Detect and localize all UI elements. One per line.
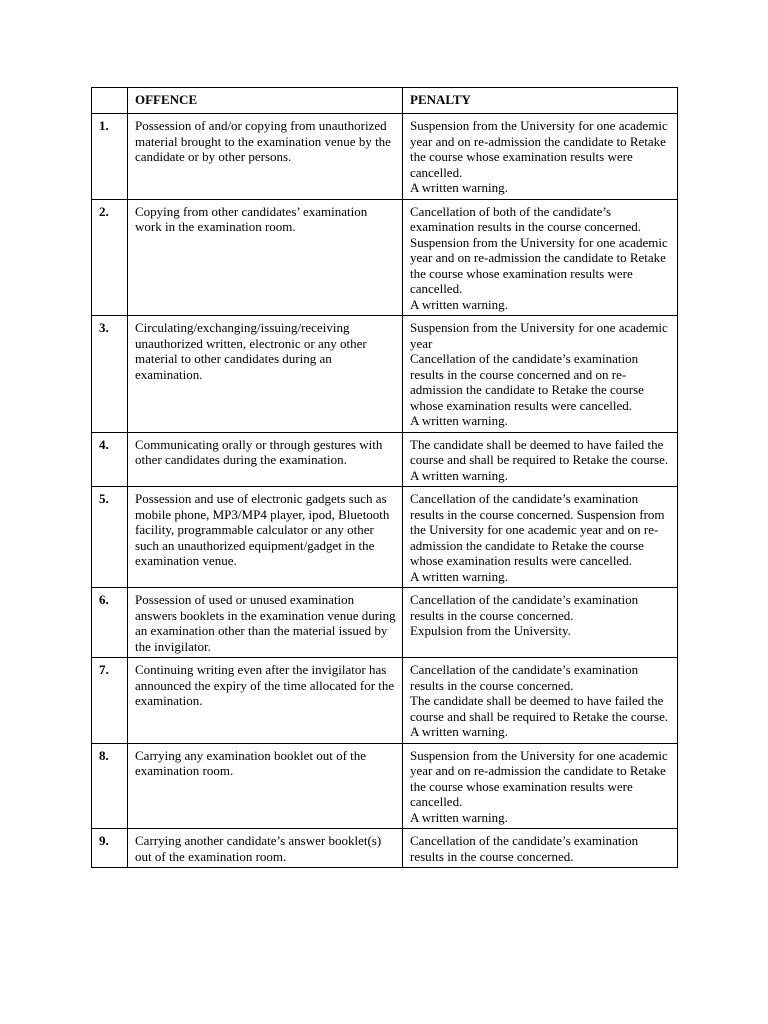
table-row <box>92 658 678 744</box>
offence-cell: Continuing writing even after the invigilator has announced the expiry of the time allocated for the examination. <box>128 658 403 744</box>
row-number: 6. <box>92 588 128 658</box>
penalty-line: A written warning. <box>410 568 508 584</box>
penalty-cell <box>403 658 678 744</box>
penalty-line: Expulsion from the University. <box>410 623 571 638</box>
row-number: 7. <box>92 658 128 744</box>
offence-cell: Possession and use of electronic gadgets such as mobile phone, MP3/MP4 player, ipod, Bluetooth facility, programmable calculator or any other such an unauthorized equipment/gadget in the examination venue. <box>128 487 403 588</box>
penalty-line: A written warning. <box>410 180 508 195</box>
offence-cell: Circulating/exchanging/issuing/receiving unauthorized written, electronic or any other material to other candidates during an examination. <box>128 316 403 433</box>
table-header-row <box>92 88 678 114</box>
penalty-line: Suspension from the University for one academic year and on re-admission the candidate to Retake the course whose examination results were cancelled. <box>410 747 668 809</box>
penalty-cell <box>403 829 678 868</box>
penalty-line: The candidate shall be deemed to have failed the course and shall be required to Retake the course. <box>410 436 669 467</box>
table-row <box>92 199 678 316</box>
table-row <box>92 114 678 200</box>
row-number: 9. <box>92 829 128 868</box>
offence-cell: Carrying any examination booklet out of the examination room. <box>128 743 403 829</box>
table-row <box>92 432 678 487</box>
penalty-line: The candidate shall be deemed to have failed the course and shall be required to Retake the course. <box>410 693 669 724</box>
table-body <box>92 114 678 868</box>
row-number: 4. <box>92 432 128 487</box>
penalty-line: Suspension from the University for one academic year and on re-admission the candidate to Retake the course whose examination results were cancelled. <box>410 118 668 180</box>
penalty-line: A written warning. <box>410 413 508 428</box>
penalty-line: Cancellation of the candidate’s examination results in the course concerned and on re-admission the candidate to Retake the course whose examination results were cancelled. <box>410 351 644 413</box>
row-number: 1. <box>92 114 128 200</box>
penalty-line: Cancellation of the candidate’s examination results in the course concerned. <box>410 662 639 693</box>
offence-cell: Communicating orally or through gestures with other candidates during the examination. <box>128 432 403 487</box>
penalty-cell <box>403 487 678 588</box>
penalty-cell <box>403 432 678 487</box>
row-number: 3. <box>92 316 128 433</box>
penalty-line: Cancellation of both of the candidate’s examination results in the course concerned. <box>410 203 642 234</box>
row-number: 2. <box>92 199 128 316</box>
table-row <box>92 743 678 829</box>
table-row <box>92 829 678 868</box>
penalty-line: Cancellation of the candidate’s examination results in the course concerned. <box>410 592 639 623</box>
penalty-cell <box>403 199 678 316</box>
penalty-line: A written warning. <box>410 296 508 312</box>
penalty-line: A written warning. <box>410 467 508 483</box>
header-offence: OFFENCE <box>128 88 403 114</box>
table-row <box>92 316 678 433</box>
penalty-cell <box>403 743 678 829</box>
header-number <box>92 88 128 114</box>
penalty-line: Suspension from the University for one academic year <box>410 320 668 351</box>
offence-cell: Possession of used or unused examination answers booklets in the examination venue during an examination other than the material issued by the invigilator. <box>128 588 403 658</box>
row-number: 5. <box>92 487 128 588</box>
penalty-line: Cancellation of the candidate’s examination results in the course concerned. <box>410 833 639 864</box>
row-number: 8. <box>92 743 128 829</box>
penalty-line: Cancellation of the candidate’s examination results in the course concerned. Suspension from the University for one academic year and on re-admission the candidate to Retake the course whose examination results were cancelled. <box>410 491 665 568</box>
table-row <box>92 588 678 658</box>
offence-cell: Copying from other candidates’ examination work in the examination room. <box>128 199 403 316</box>
offence-cell: Carrying another candidate’s answer booklet(s) out of the examination room. <box>128 829 403 868</box>
header-penalty: PENALTY <box>403 88 678 114</box>
offence-penalty-table <box>91 87 678 868</box>
penalty-line: A written warning. <box>410 724 508 739</box>
penalty-cell <box>403 114 678 200</box>
penalty-line: Suspension from the University for one academic year and on re-admission the candidate to Retake the course whose examination results were cancelled. <box>410 234 668 296</box>
penalty-line: A written warning. <box>410 809 508 825</box>
penalty-cell <box>403 316 678 433</box>
table-row <box>92 487 678 588</box>
penalty-cell <box>403 588 678 658</box>
offence-cell: Possession of and/or copying from unauthorized material brought to the examination venue by the candidate or by other persons. <box>128 114 403 200</box>
